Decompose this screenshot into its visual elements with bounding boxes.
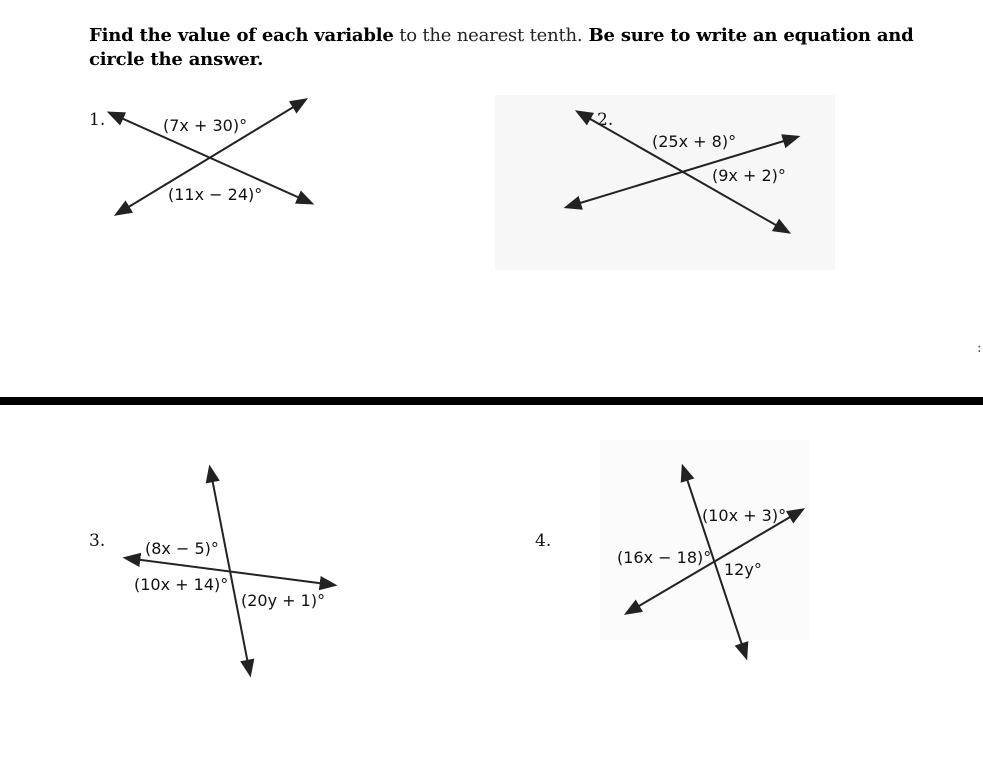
- figure-2: [567, 112, 797, 232]
- problem-number-3: 3.: [89, 531, 106, 551]
- fig3-angle-top-left: (8x − 5)°: [145, 539, 219, 558]
- fig1-angle-bottom: (11x − 24)°: [168, 185, 263, 204]
- instructions-bold-1: Find the value of each variable: [89, 25, 394, 46]
- fig3-angle-bottom-right: (20y + 1)°: [241, 591, 326, 610]
- problem-number-1: 1.: [89, 110, 106, 130]
- fig4-angle-right: 12y°: [724, 560, 762, 579]
- fig1-angle-top: (7x + 30)°: [163, 116, 248, 135]
- fig2-angle-right: (9x + 2)°: [712, 166, 786, 185]
- fig2-angle-top: (25x + 8)°: [652, 132, 737, 151]
- fig4-angle-left: (16x − 18)°: [617, 548, 712, 567]
- figure-4: [617, 467, 802, 657]
- problem-number-4: 4.: [535, 531, 552, 551]
- fig3-angle-left: (10x + 14)°: [134, 575, 229, 594]
- instructions-normal: to the nearest tenth.: [393, 25, 583, 46]
- fig4-angle-top-right: (10x + 3)°: [702, 506, 787, 525]
- edge-mark: :: [977, 340, 982, 356]
- instructions-bold-2: Be sure to write an equation and circle the answer.: [89, 25, 914, 70]
- figure-1: [110, 100, 311, 214]
- problem-number-2: 2.: [597, 110, 614, 130]
- figure-3: [126, 468, 334, 674]
